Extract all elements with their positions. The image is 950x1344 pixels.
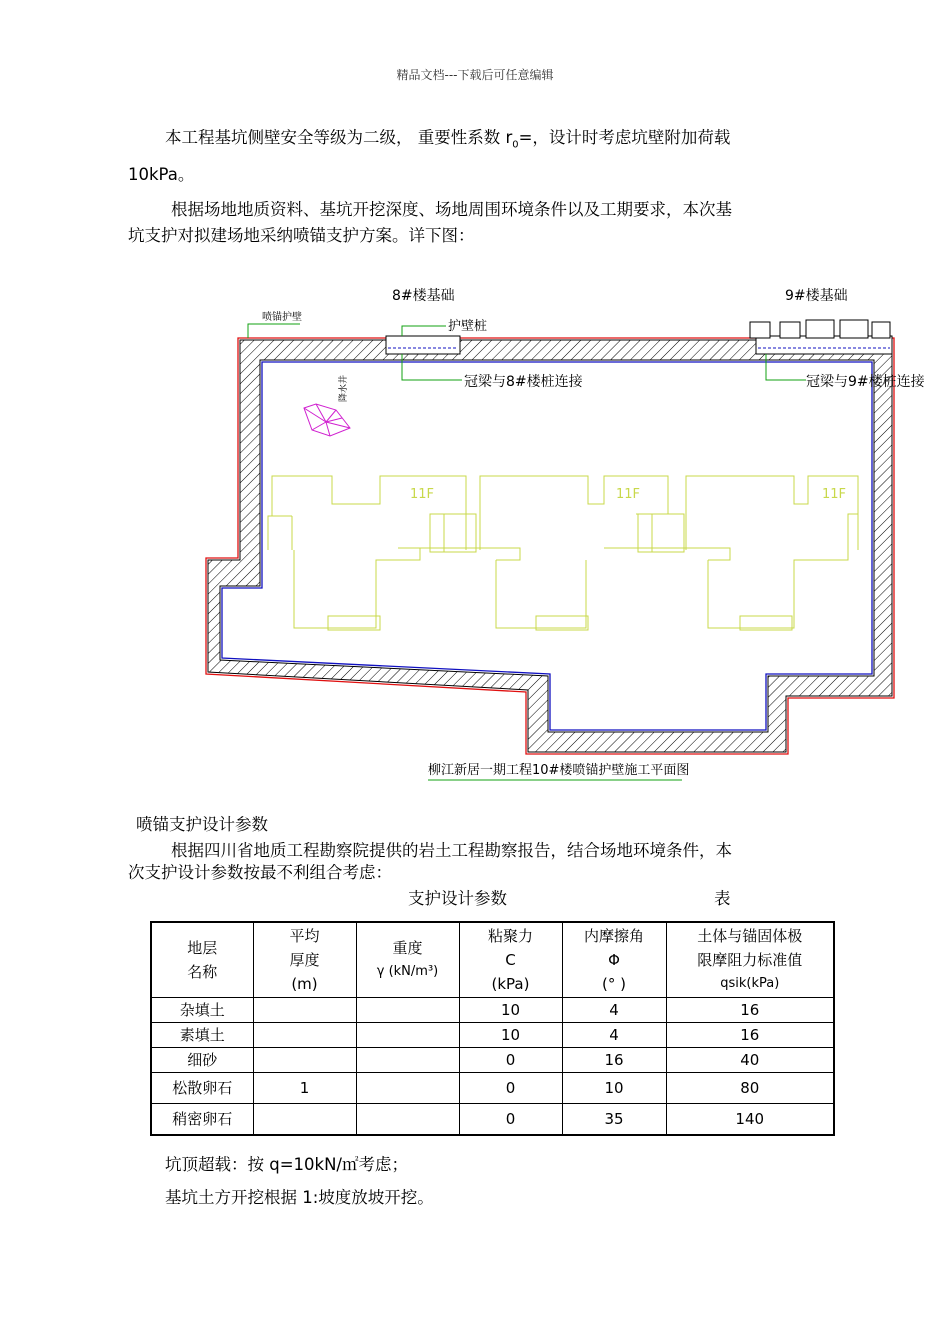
label-shotcrete: 喷锚护壁 [262, 312, 302, 323]
building-outlines [268, 476, 858, 630]
construction-plan-drawing [0, 270, 950, 790]
guard-pile-8 [386, 336, 460, 354]
table-row: 稍密卵石 0 35 140 [151, 1104, 834, 1136]
floor-label-3: 11F [822, 487, 847, 502]
well-icon [304, 404, 350, 436]
paragraph-1-line-1 [165, 125, 730, 158]
drawing-caption: 柳江新居一期工程10#楼喷锚护壁施工平面图 [428, 763, 690, 778]
para1-text-b: =，设计时考虑坑壁附加荷载 [518, 128, 731, 147]
para1-text-a: 本工程基坑侧壁安全等级为二级， 重要性系数 r [165, 128, 513, 147]
paragraph-2-line-2: 坑支护对拟建场地采纳喷锚支护方案。详下图： [128, 226, 475, 245]
page-header: 精品文档---下载后可任意编辑 [396, 68, 554, 82]
table-caption-right: 表 [714, 889, 731, 908]
table-row: 杂填土 10 4 16 [151, 998, 834, 1023]
section-intro-line-1: 根据四川省地质工程勘察院提供的岩土工程勘察报告，结合场地环境条件，本 [171, 841, 732, 860]
section-intro-line-2: 次支护设计参数按最不利组合考虑： [128, 863, 392, 882]
footer-line-1: 坑顶超载：按 q=10kN/㎡考虑； [165, 1155, 408, 1174]
floor-label-2: 11F [616, 487, 641, 502]
label-9-foundation: 9#楼基础 [785, 288, 848, 304]
header-friction-angle: 内摩擦角 Φ (° ) [562, 922, 666, 998]
foundation-block [840, 320, 868, 338]
para1-subscript: 0 [512, 139, 519, 151]
paragraph-2-line-1: 根据场地地质资料、基坑开挖深度、场地周围环境条件以及工期要求，本次基 [171, 200, 732, 219]
label-guard-pile: 护壁桩 [448, 319, 488, 334]
footer-line-2: 基坑土方开挖根据 1:坡度放坡开挖。 [165, 1188, 434, 1207]
table-row: 素填土 10 4 16 [151, 1023, 834, 1048]
label-8-foundation: 8#楼基础 [392, 288, 455, 304]
section-title: 喷锚支护设计参数 [136, 815, 268, 834]
header-friction-resistance: 土体与锚固体极 限摩阻力标准值 qsik(kPa) [666, 922, 834, 998]
foundation-block [750, 322, 770, 338]
foundation-block [806, 320, 834, 338]
design-parameters-table [150, 921, 835, 1136]
table-caption: 支护设计参数 [408, 889, 507, 908]
table-row: 松散卵石 1 0 10 80 [151, 1073, 834, 1104]
label-well: 降水井 [339, 374, 349, 402]
label-crown-beam-9: 冠梁与9#楼桩连接 [806, 374, 925, 390]
table-row: 细砂 0 16 40 [151, 1048, 834, 1073]
floor-label-1: 11F [410, 487, 435, 502]
header-cohesion: 粘聚力 C (kPa) [459, 922, 562, 998]
header-thickness: 平均 厚度 (m) [253, 922, 356, 998]
paragraph-1-line-2: 10kPa。 [128, 165, 195, 184]
label-crown-beam-8: 冠梁与8#楼桩连接 [464, 374, 583, 390]
table-header-row [151, 922, 834, 998]
foundation-block [780, 322, 800, 338]
header-layer-name: 地层 名称 [151, 922, 253, 998]
header-unit-weight: 重度 γ (kN/m³) [356, 922, 459, 998]
guard-pile-9 [756, 336, 892, 354]
foundation-block [872, 322, 890, 338]
